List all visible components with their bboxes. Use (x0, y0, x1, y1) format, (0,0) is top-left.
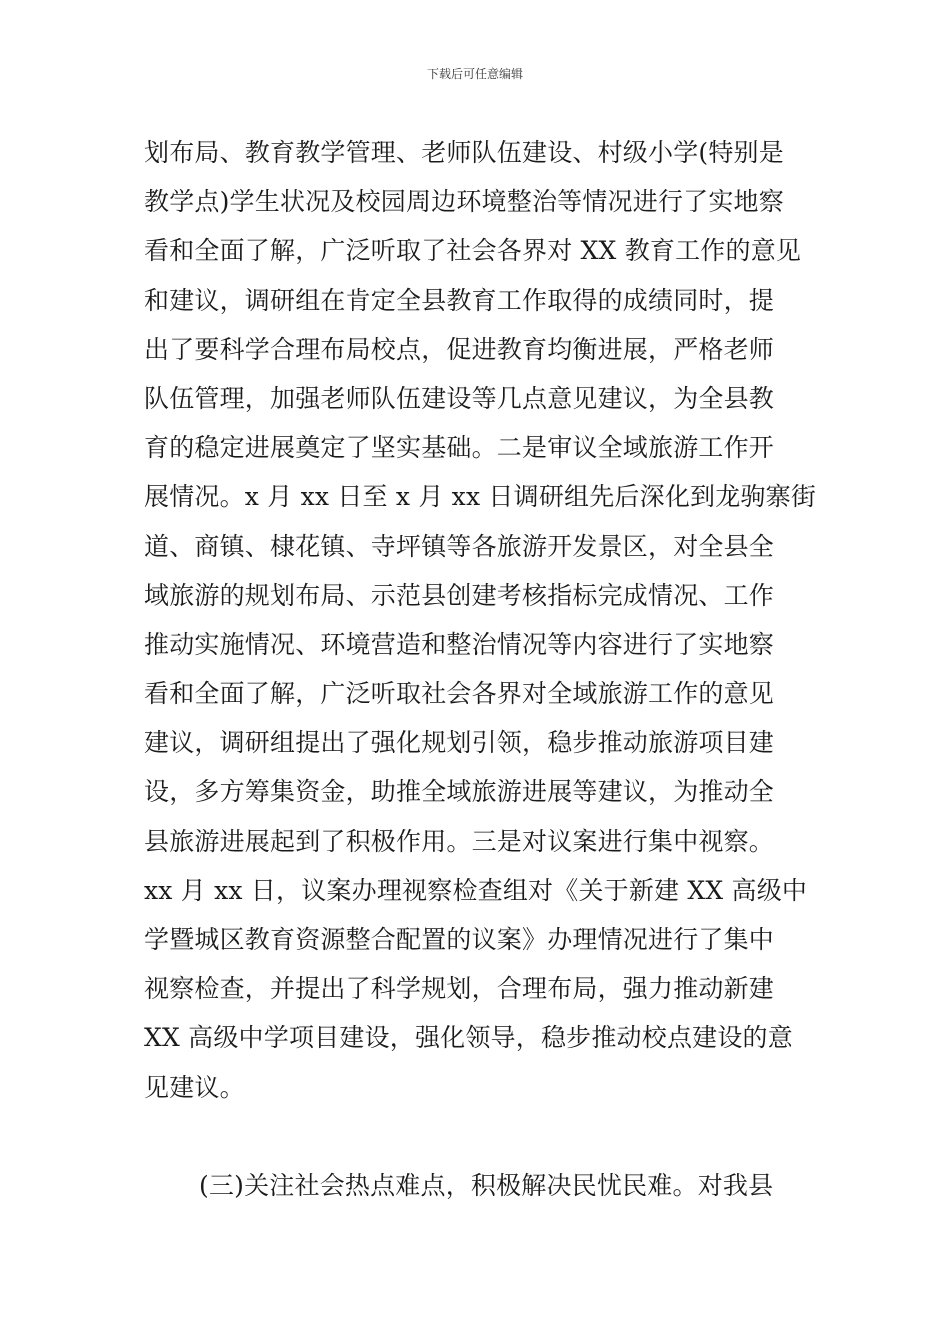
document-body (144, 128, 824, 1210)
text-line: 划布局、教育教学管理、老师队伍建设、村级小学(特别是 (144, 138, 784, 167)
paragraph-1 (144, 128, 824, 1112)
text-line: 和建议，调研组在肯定全县教育工作取得的成绩同时，提 (144, 285, 775, 315)
text-line: 视察检查，并提出了科学规划，合理布局，强力推动新建 (144, 974, 775, 1004)
text-line: XX 高级中学项目建设，强化领导，稳步推动校点建设的意 (144, 1023, 793, 1053)
paragraph-spacer (144, 1112, 824, 1161)
text-line: 看和全面了解，广泛听取社会各界对全域旅游工作的意见 (144, 679, 775, 709)
text-line: 县旅游进展起到了积极作用。三是对议案进行集中视察。 (144, 826, 775, 856)
text-line: 育的稳定进展奠定了坚实基础。二是审议全域旅游工作开 (144, 433, 775, 463)
text-line: 出了要科学合理布局校点，促进教育均衡进展，严格老师 (144, 334, 775, 364)
text-line: 学暨城区教育资源整合配置的议案》办理情况进行了集中 (144, 925, 775, 954)
text-line: xx 月 xx 日，议案办理视察检查组对《关于新建 XX 高级中 (144, 875, 808, 905)
text-line: 道、商镇、棣花镇、寺坪镇等各旅游开发景区，对全县全 (144, 531, 775, 561)
text-line: 见建议。 (144, 1072, 245, 1102)
text-line: 推动实施情况、环境营造和整治情况等内容进行了实地察 (144, 629, 775, 659)
text-line: 域旅游的规划布局、示范县创建考核指标完成情况、工作 (144, 580, 775, 610)
text-line: 看和全面了解，广泛听取了社会各界对 XX 教育工作的意见 (144, 236, 802, 266)
page-header: 下载后可任意编辑 (426, 67, 523, 81)
text-line: 展情况。x 月 xx 日至 x 月 xx 日调研组先后深化到龙驹寨街 (144, 482, 817, 512)
text-line: 建议，调研组提出了强化规划引领，稳步推动旅游项目建 (144, 728, 775, 758)
text-line: 教学点)学生状况及校园周边环境整治等情况进行了实地察 (144, 187, 784, 217)
text-line: 队伍管理，加强老师队伍建设等几点意见建议，为全县教 (144, 383, 775, 413)
text-line: 设，多方筹集资金，助推全域旅游进展等建议，为推动全 (144, 777, 775, 807)
paragraph-2 (144, 1161, 824, 1210)
text-line: (三)关注社会热点难点，积极解决民忧民难。对我县 (199, 1170, 774, 1200)
